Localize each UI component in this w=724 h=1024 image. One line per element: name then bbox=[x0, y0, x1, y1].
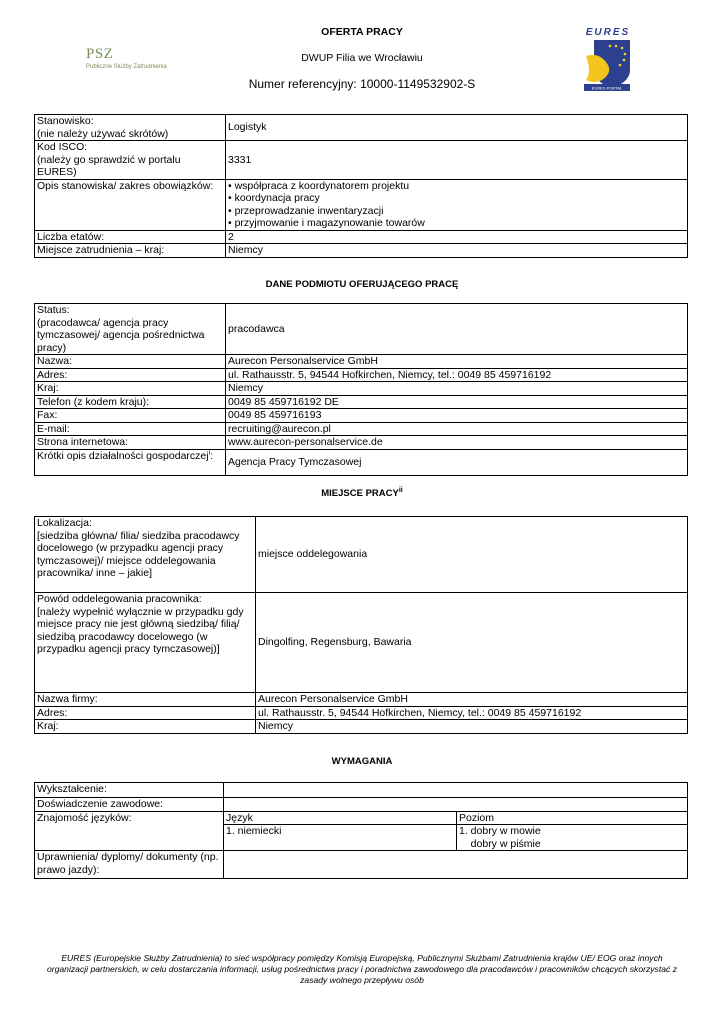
requirements-table bbox=[34, 782, 688, 879]
workplace-table bbox=[34, 516, 688, 734]
offer-table bbox=[34, 114, 688, 258]
employer-section-title: DANE PODMIOTU OFERUJĄCEGO PRACĘ bbox=[265, 279, 459, 290]
languages-label: Znajomość języków: bbox=[35, 811, 224, 851]
language-item: 1. niemiecki bbox=[224, 825, 457, 851]
requirements-section-title: WYMAGANIA bbox=[331, 756, 393, 767]
business-label bbox=[35, 449, 226, 475]
reference-number: Numer referencyjny: 10000-1149532902-S bbox=[248, 77, 476, 91]
location-label: Lokalizacja: [siedziba główna/ filia/ siedziba pracodawcy docelowego (w przypadku agencji pracy tymczasowej)/ miejsce oddelegowania pracownika/ inne – jakie] bbox=[35, 517, 256, 593]
workplace-address-value: ul. Rathausstr. 5, 94544 Hofkirchen, Niemcy, tel.: 0049 85 459716192 bbox=[256, 706, 688, 720]
country-value: Niemcy bbox=[226, 244, 688, 258]
name-label: Nazwa: bbox=[35, 355, 226, 369]
office-name: DWUP Filia we Wrocławiu bbox=[301, 52, 423, 64]
licenses-label: Uprawnienia/ dyplomy/ dokumenty (np. prawo jazdy): bbox=[35, 851, 224, 879]
footnote-marker: i bbox=[208, 449, 211, 456]
eures-logo-text: EURES bbox=[585, 27, 631, 38]
website-label: Strona internetowa: bbox=[35, 436, 226, 450]
education-value bbox=[224, 783, 688, 798]
reason-label: Powód oddelegowania pracownika: [należy wypełnić wyłącznie w przypadku gdy miejsce pracy nie jest główną siedzibą/ filią/ siedzibą pracodawcy docelowego (w przypadku agencji pracy tymczasowej)] bbox=[35, 593, 256, 693]
employer-table bbox=[34, 303, 688, 476]
experience-value bbox=[224, 798, 688, 812]
employer-country-label: Kraj: bbox=[35, 382, 226, 396]
name-value: Aurecon Personalservice GmbH bbox=[226, 355, 688, 369]
position-label: Stanowisko: (nie należy używać skrótów) bbox=[35, 115, 226, 141]
isco-label: Kod ISCO: (należy go sprawdzić w portalu EURES) bbox=[35, 141, 226, 180]
workplace-title-text: MIEJSCE PRACY bbox=[321, 488, 399, 499]
positions-count-label: Liczba etatów: bbox=[35, 230, 226, 244]
description-item: • współpraca z koordynatorem projektu bbox=[228, 179, 410, 192]
address-label: Adres: bbox=[35, 368, 226, 382]
workplace-address-label: Adres: bbox=[35, 706, 256, 720]
level-column-header: Poziom bbox=[457, 811, 688, 825]
reason-value: Dingolfing, Regensburg, Bawaria bbox=[256, 593, 688, 693]
document-title: OFERTA PRACY bbox=[321, 26, 403, 38]
psz-logo-subtitle: Publiczne Służby Zatrudnienia bbox=[86, 64, 167, 70]
business-label-colon: : bbox=[210, 449, 214, 462]
fax-value: 0049 85 459716193 bbox=[226, 409, 688, 423]
description-item: • przyjmowanie i magazynowanie towarów bbox=[228, 217, 425, 229]
location-value: miejsce oddelegowania bbox=[256, 517, 688, 593]
phone-label: Telefon (z kodem kraju): bbox=[35, 395, 226, 409]
workplace-section-title bbox=[0, 488, 724, 499]
workplace-country-label: Kraj: bbox=[35, 720, 256, 734]
position-value: Logistyk bbox=[226, 115, 688, 141]
company-value: Aurecon Personalservice GmbH bbox=[256, 693, 688, 707]
licenses-value bbox=[224, 851, 688, 879]
business-label-text: Krótki opis działalności gospodarczej bbox=[37, 449, 209, 462]
eures-logo-subtitle: EURES PORTAL bbox=[591, 85, 623, 91]
address-value: ul. Rathausstr. 5, 94544 Hofkirchen, Niemcy, tel.: 0049 85 459716192 bbox=[226, 368, 688, 382]
description-label: Opis stanowiska/ zakres obowiązków: bbox=[35, 179, 226, 230]
experience-label: Doświadczenie zawodowe: bbox=[35, 798, 224, 812]
email-label: E-mail: bbox=[35, 422, 226, 436]
isco-value: 3331 bbox=[226, 141, 688, 180]
description-item: • przeprowadzanie inwentaryzacji bbox=[228, 204, 384, 217]
psz-logo-text: PSZ bbox=[86, 46, 114, 62]
description-value bbox=[226, 179, 688, 230]
workplace-country-value: Niemcy bbox=[256, 720, 688, 734]
email-value: recruiting@aurecon.pl bbox=[226, 422, 688, 436]
fax-label: Fax: bbox=[35, 409, 226, 423]
country-label: Miejsce zatrudnienia – kraj: bbox=[35, 244, 226, 258]
footer-text: EURES (Europejskie Służby Zatrudnienia) to sieć współpracy pomiędzy Komisją Europejską, Publicznymi Służbami Zatrudnienia krajów UE/ EOG oraz innych organizacji partnerskich, w celu dostarczania informacji, usług pośrednictwa pracy i poradnictwa zawodowego dla pracodawców i pracowników chcących skorzystać z zasady wolnego przepływu osób bbox=[46, 953, 678, 985]
business-value: Agencja Pracy Tymczasowej bbox=[226, 449, 688, 475]
positions-count-value: 2 bbox=[226, 230, 688, 244]
description-item: • koordynacja pracy bbox=[228, 192, 320, 204]
eures-logo bbox=[580, 26, 636, 94]
phone-value: 0049 85 459716192 DE bbox=[226, 395, 688, 409]
website-value: www.aurecon-personalservice.de bbox=[226, 436, 688, 450]
language-level: 1. dobry w mowie dobry w piśmie bbox=[457, 825, 688, 851]
company-label: Nazwa firmy: bbox=[35, 693, 256, 707]
status-label: Status: (pracodawca/ agencja pracy tymczasowej/ agencja pośrednictwa pracy) bbox=[35, 304, 226, 355]
employer-country-value: Niemcy bbox=[226, 382, 688, 396]
status-value: pracodawca bbox=[226, 304, 688, 355]
language-column-header: Język bbox=[224, 811, 457, 825]
education-label: Wykształcenie: bbox=[35, 783, 224, 798]
footnote-marker: ii bbox=[398, 486, 403, 494]
